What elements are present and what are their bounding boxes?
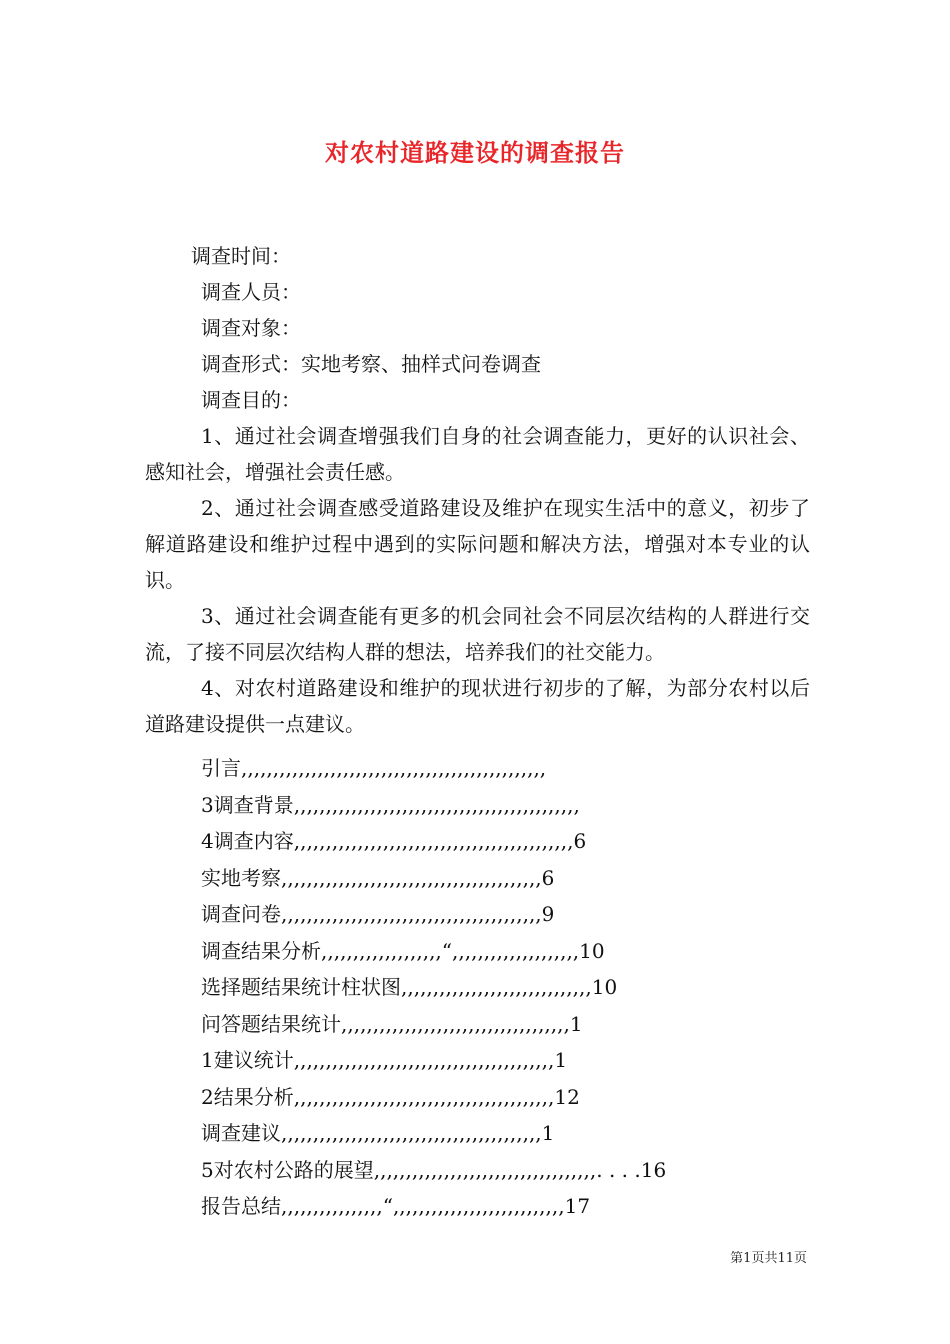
- toc-entry: 2结果分析,,,,,,,,,,,,,,,,,,,,,,,,,,,,,,,,,,,,,,,,,12: [201, 1084, 580, 1109]
- purpose-paragraph-4: 4、对农村道路建设和维护的现状进行初步的了解，为部分农村以后道路建设提供一点建议。: [145, 676, 810, 736]
- toc-entry: 引言,,,,,,,,,,,,,,,,,,,,,,,,,,,,,,,,,,,,,,,,,,,,,,,,: [201, 756, 547, 780]
- purpose-paragraph-1: 1、通过社会调查增强我们自身的社会调查能力，更好的认识社会、感知社会，增强社会责任感。: [145, 424, 810, 484]
- table-of-contents: [201, 750, 801, 1225]
- purpose-paragraph-2: 2、通过社会调查感受道路建设及维护在现实生活中的意义，初步了解道路建设和维护过程中遇到的实际问题和解决方法，增强对本专业的认识。: [145, 496, 810, 592]
- document-body: [145, 238, 810, 742]
- document-title: 对农村道路建设的调查报告: [325, 138, 625, 167]
- survey-time: 调查时间：: [191, 244, 291, 268]
- survey-people: 调查人员：: [201, 280, 301, 304]
- toc-entry: 4调查内容,,,,,,,,,,,,,,,,,,,,,,,,,,,,,,,,,,,,,,,,,,,,6: [201, 829, 587, 853]
- toc-entry: 5对农村公路的展望,,,,,,,,,,,,,,,,,,,,,,,,,,,,,,,,,,,. . . .16: [201, 1157, 667, 1182]
- toc-entry: 调查结果分析,,,,,,,,,,,,,,,,,,,“,,,,,,,,,,,,,,,,,,,,10: [201, 938, 605, 963]
- toc-entry: 1建议统计,,,,,,,,,,,,,,,,,,,,,,,,,,,,,,,,,,,,,,,,,1: [201, 1048, 568, 1072]
- toc-entry: 调查建议,,,,,,,,,,,,,,,,,,,,,,,,,,,,,,,,,,,,,,,,,1: [201, 1121, 555, 1145]
- page-number-footer: 第1页共11页: [730, 1251, 807, 1266]
- toc-entry: 3调查背景,,,,,,,,,,,,,,,,,,,,,,,,,,,,,,,,,,,,,,,,,,,,,: [201, 792, 580, 817]
- survey-purpose: 调查目的：: [201, 388, 301, 412]
- toc-entry: 调查问卷,,,,,,,,,,,,,,,,,,,,,,,,,,,,,,,,,,,,,,,,,9: [201, 902, 555, 926]
- purpose-paragraph-3: 3、通过社会调查能有更多的机会同社会不同层次结构的人群进行交流，了接不同层次结构人群的想法，培养我们的社交能力。: [145, 604, 810, 664]
- survey-form: 调查形式：实地考察、抽样式问卷调查: [201, 352, 541, 376]
- toc-entry: 选择题结果统计柱状图,,,,,,,,,,,,,,,,,,,,,,,,,,,,,,10: [201, 975, 618, 999]
- toc-entry: 报告总结,,,,,,,,,,,,,,,,“,,,,,,,,,,,,,,,,,,,,,,,,,,,17: [201, 1194, 591, 1218]
- toc-entry: 问答题结果统计,,,,,,,,,,,,,,,,,,,,,,,,,,,,,,,,,,,,1: [201, 1011, 583, 1036]
- survey-subject: 调查对象：: [201, 316, 301, 340]
- toc-entry: 实地考察,,,,,,,,,,,,,,,,,,,,,,,,,,,,,,,,,,,,,,,,,6: [201, 865, 555, 890]
